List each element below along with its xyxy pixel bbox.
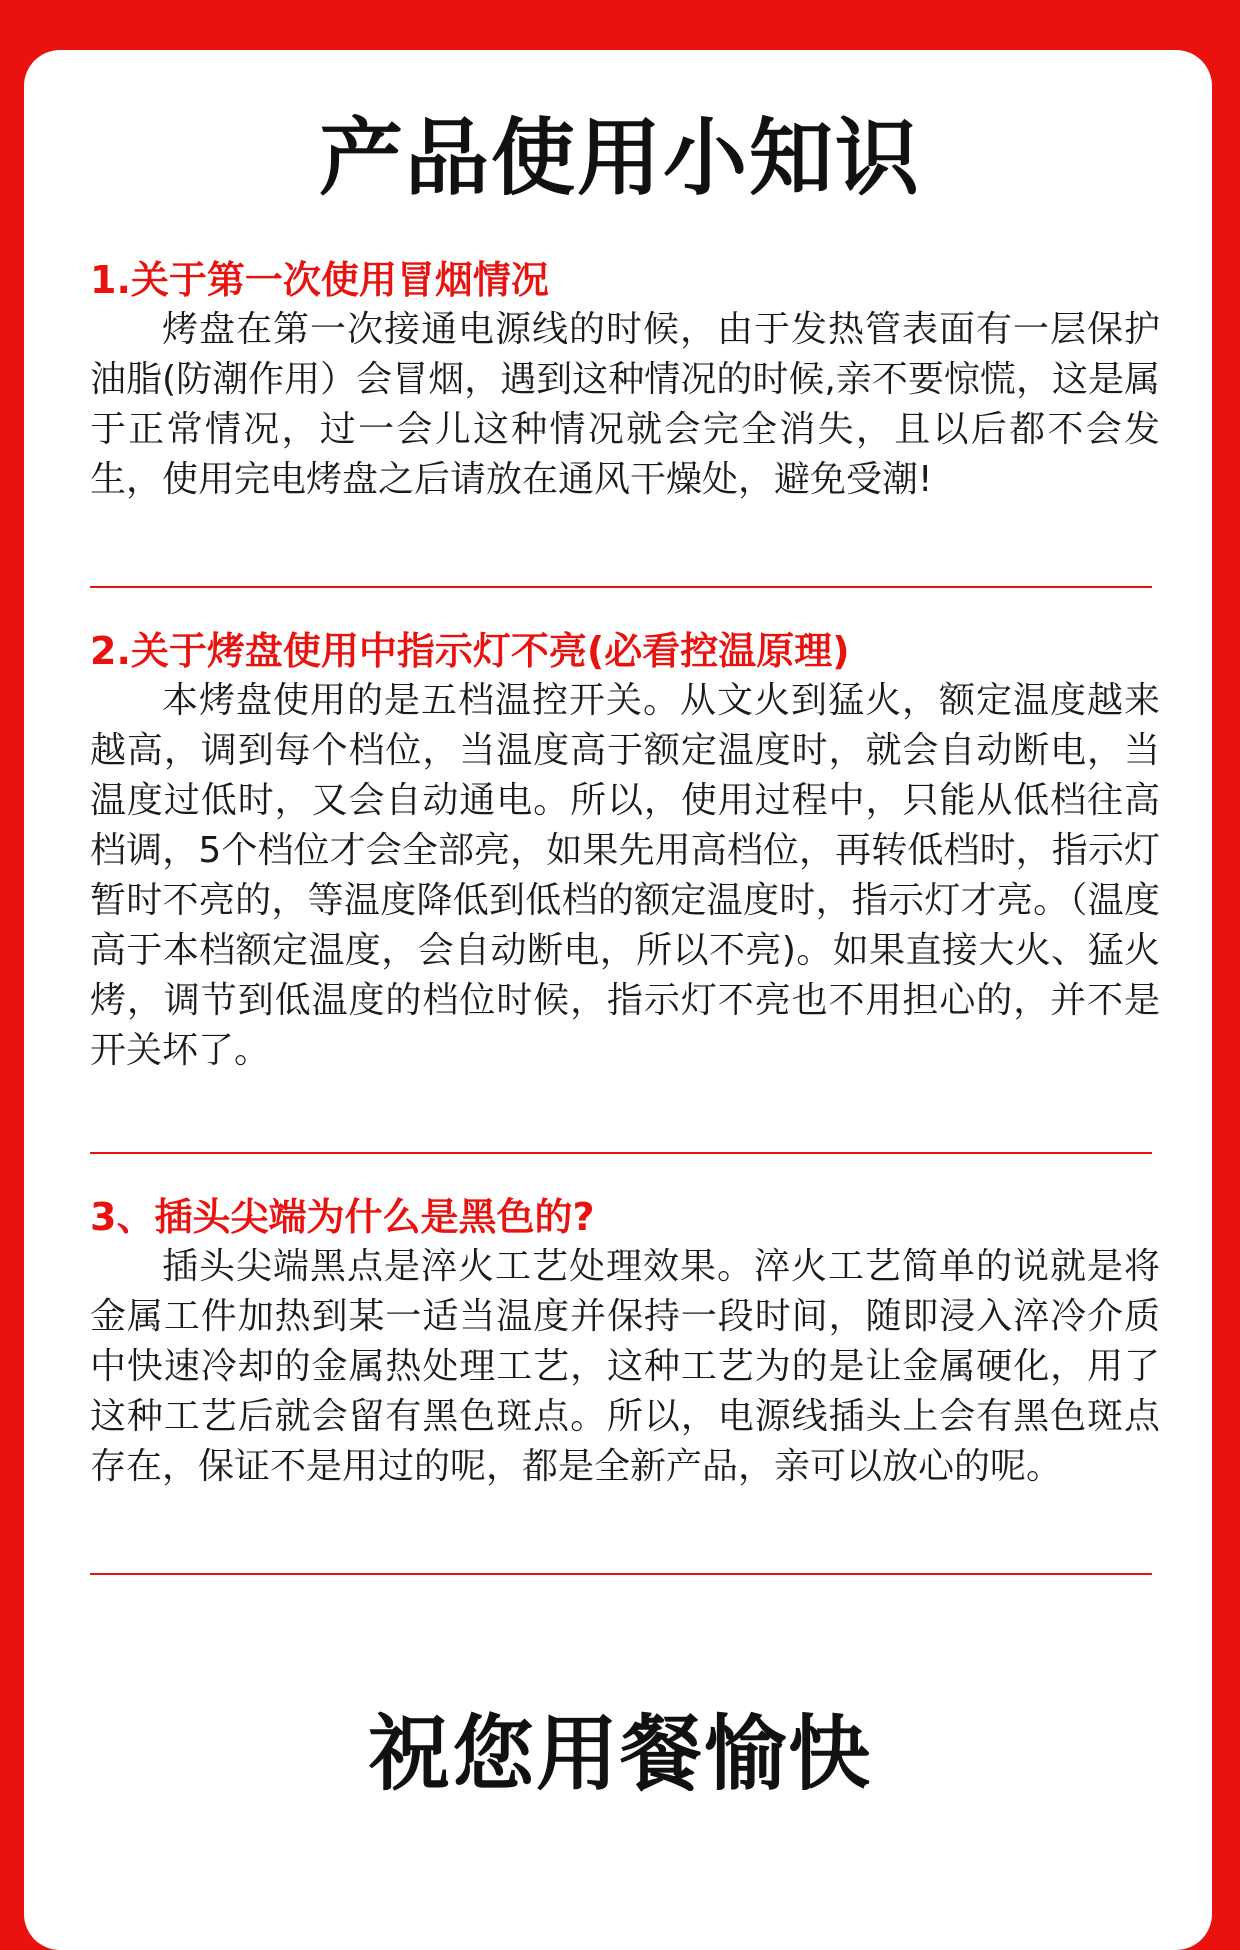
section-divider <box>90 1152 1152 1154</box>
section-indicator-light <box>90 626 1160 1076</box>
section-body: 本烤盘使用的是五档温控开关。从文火到猛火，额定温度越来越高，调到每个档位，当温度高于额定温度时，就会自动断电，当温度过低时，又会自动通电。所以，使用过程中，只能从低档往高档调，5个档位才会全部亮，如果先用高档位，再转低档时，指示灯暂时不亮的，等温度降低到低档的额定温度时，指示灯才亮。（温度高于本档额定温度，会自动断电，所以不亮)。如果直接大火、猛火烤，调节到低温度的档位时候，指示灯不亮也不用担心的，并不是开关坏了。 <box>90 680 1160 1071</box>
section-body: 烤盘在第一次接通电源线的时候，由于发热管表面有一层保护油脂(防潮作用）会冒烟，遇到这种情况的时候,亲不要惊慌，这是属于正常情况，过一会儿这种情况就会完全消失，且以后都不会发生，使用完电烤盘之后请放在通风干燥处，避免受潮! <box>90 309 1160 500</box>
closing-message: 祝您用餐愉快 <box>367 1707 872 1802</box>
section-heading: 3、插头尖端为什么是黑色的? <box>90 1195 595 1239</box>
section-divider <box>90 1573 1152 1575</box>
section-heading: 2.关于烤盘使用中指示灯不亮(必看控温原理) <box>90 629 850 673</box>
section-heading: 1.关于第一次使用冒烟情况 <box>90 258 549 302</box>
section-body: 插头尖端黑点是淬火工艺处理效果。淬火工艺简单的说就是将金属工件加热到某一适当温度并保持一段时间，随即浸入淬冷介质中快速冷却的金属热处理工艺，这种工艺为的是让金属硬化，用了这种工艺后就会留有黑色斑点。所以，电源线插头上会有黑色斑点存在，保证不是用过的呢，都是全新产品，亲可以放心的呢。 <box>90 1246 1160 1487</box>
section-divider <box>90 586 1152 588</box>
section-plug-tip <box>90 1192 1160 1492</box>
page-title: 产品使用小知识 <box>318 109 921 207</box>
section-first-use-smoke <box>90 255 1160 505</box>
